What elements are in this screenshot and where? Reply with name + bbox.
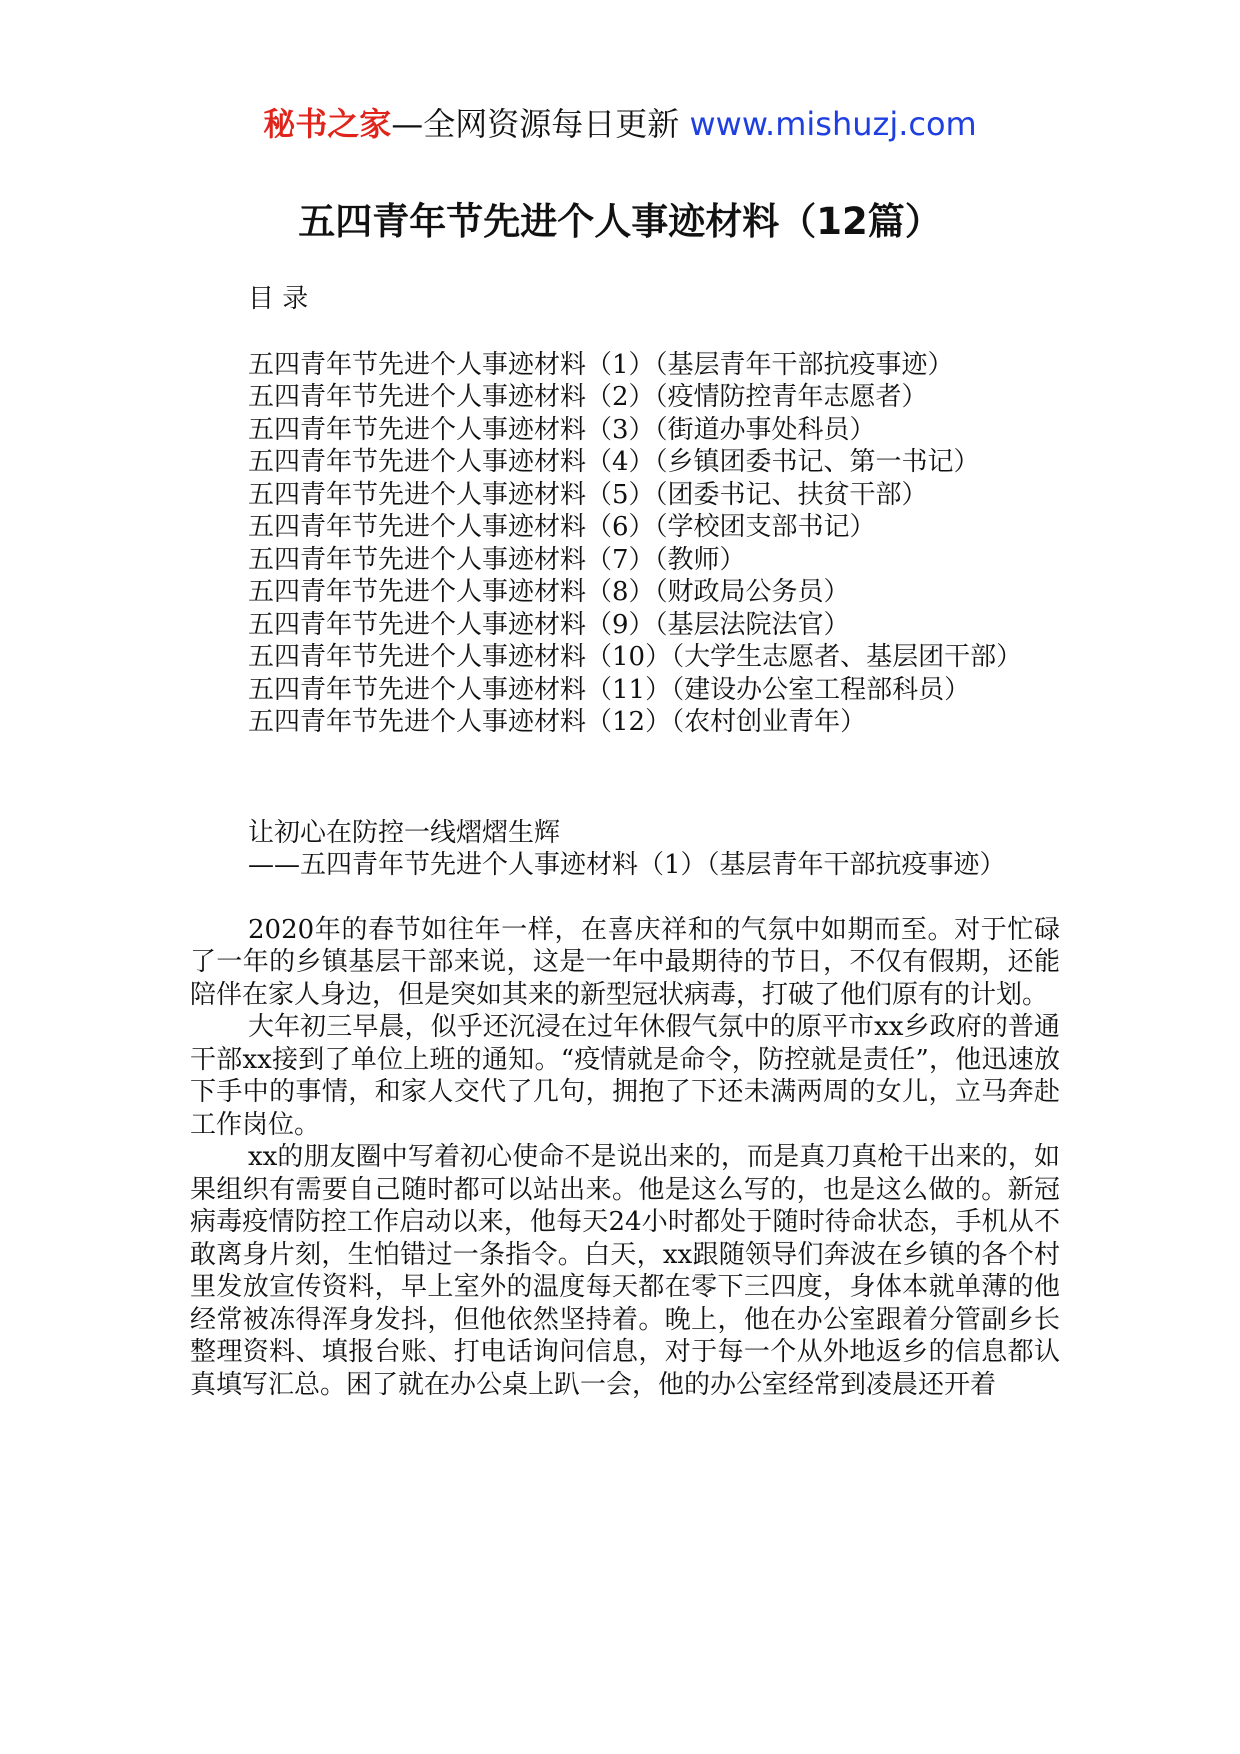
document-title: 五四青年节先进个人事迹材料（12篇） [298,200,942,243]
toc-item[interactable]: 五四青年节先进个人事迹材料（8）（财政局公务员） [248,577,850,607]
toc-item[interactable]: 五四青年节先进个人事迹材料（9）（基层法院法官） [248,609,850,640]
toc-item[interactable]: 五四青年节先进个人事迹材料（5）（团委书记、扶贫干部） [248,479,928,510]
brand-name: 秘书之家 [263,105,392,143]
table-of-contents [190,349,1060,739]
section-subtitle: ——五四青年节先进个人事迹材料（1）（基层青年干部抗疫事迹） [248,850,1006,880]
body-paragraph: 大年初三早晨，似乎还沉浸在过年休假气氛中的原平市xx乡政府的普通干部xx接到了单位上班的通知。“疫情就是命令，防控就是责任”，他迅速放下手中的事情，和家人交代了几句，拥抱了下还未满两周的女儿，立马奔赴工作岗位。 [190,1012,1060,1140]
toc-item[interactable]: 五四青年节先进个人事迹材料（6）（学校团支部书记） [248,512,876,542]
toc-item[interactable]: 五四青年节先进个人事迹材料（12）（农村创业青年） [248,707,867,737]
site-url[interactable]: www.mishuzj.com [689,105,977,143]
body-paragraph: 2020年的春节如往年一样，在喜庆祥和的气氛中如期而至。对于忙碌了一年的乡镇基层干部来说，这是一年中最期待的节日，不仅有假期，还能陪伴在家人身边，但是突如其来的新型冠状病毒，打破了他们原有的计划。 [190,914,1060,1010]
site-header [0,104,1240,144]
toc-item[interactable]: 五四青年节先进个人事迹材料（3）（街道办事处科员） [248,414,876,445]
toc-item[interactable]: 五四青年节先进个人事迹材料（2）（疫情防控青年志愿者） [248,382,928,412]
toc-heading: 目 录 [248,284,309,314]
body-paragraph: xx的朋友圈中写着初心使命不是说出来的，而是真刀真枪干出来的，如果组织有需要自己随时都可以站出来。他是这么写的，也是这么做的。新冠病毒疫情防控工作启动以来，他每天24小时都处于随时待命状态，手机从不敢离身片刻，生怕错过一条指令。白天，xx跟随领导们奔波在乡镇的各个村里发放宣传资料，早上室外的温度每天都在零下三四度，身体本就单薄的他经常被冻得浑身发抖，但他依然坚持着。晚上，他在办公室跟着分管副乡长整理资料、填报台账、打电话询问信息，对于每一个从外地返乡的信息都认真填写汇总。困了就在办公桌上趴一会，他的办公室经常到凌晨还开着 [190,1142,1060,1400]
toc-item[interactable]: 五四青年节先进个人事迹材料（1）（基层青年干部抗疫事迹） [248,349,954,380]
document-body [190,283,1060,1401]
section-title: 让初心在防控一线熠熠生辉 [248,817,561,848]
toc-item[interactable]: 五四青年节先进个人事迹材料（10）（大学生志愿者、基层团干部） [248,642,1023,672]
toc-item[interactable]: 五四青年节先进个人事迹材料（4）（乡镇团委书记、第一书记） [248,447,980,477]
site-slogan: —全网资源每日更新 [391,105,690,143]
toc-item[interactable]: 五四青年节先进个人事迹材料（11）（建设办公室工程部科员） [248,674,971,705]
toc-item[interactable]: 五四青年节先进个人事迹材料（7）（教师） [248,544,746,575]
